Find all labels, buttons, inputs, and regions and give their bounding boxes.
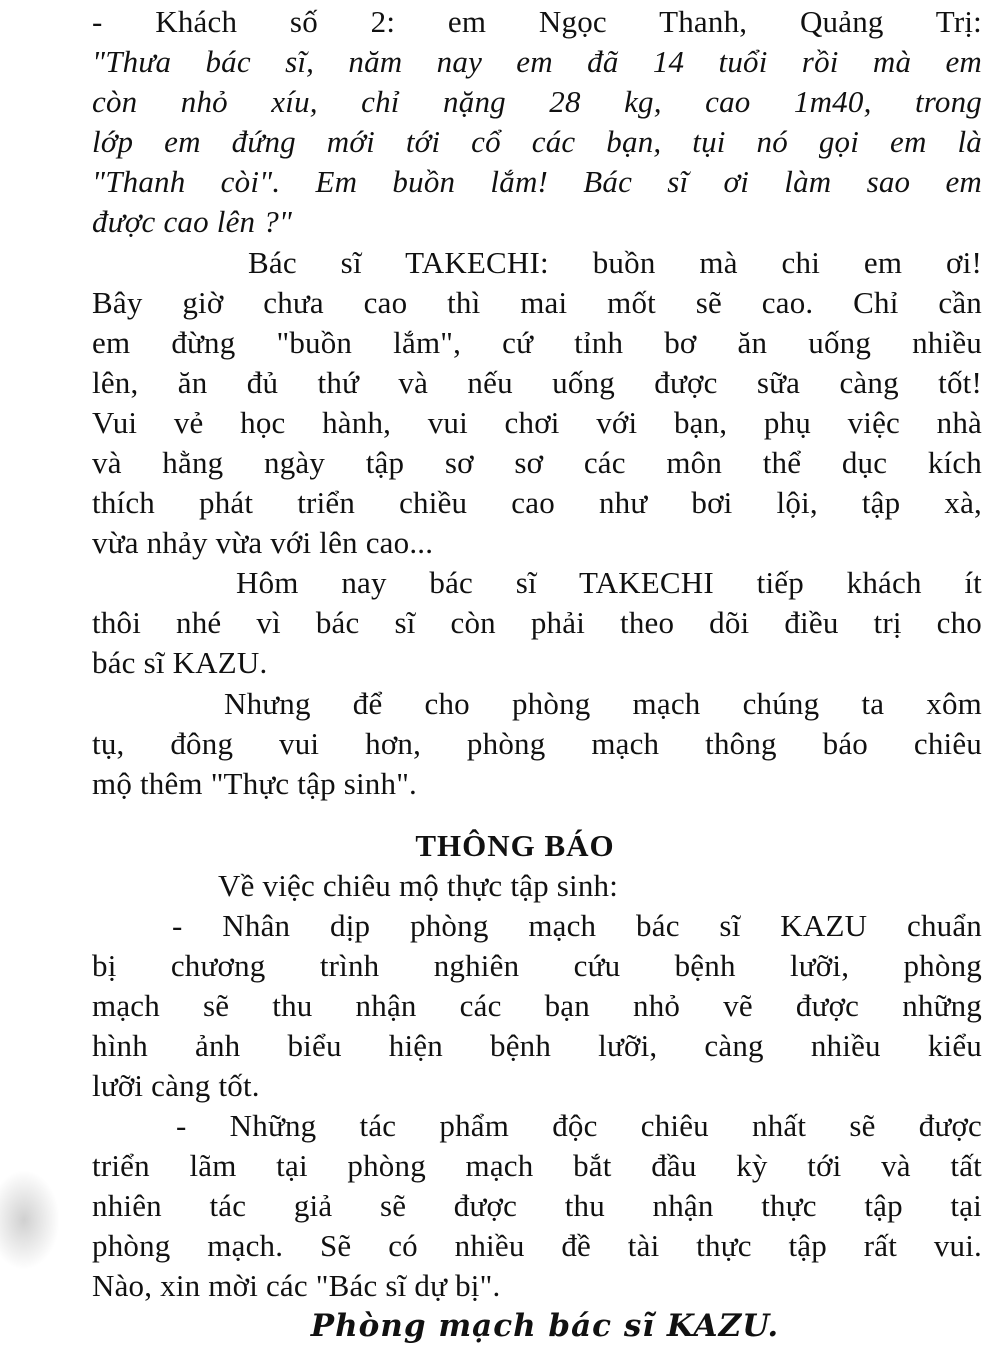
notice-item1-line: mạch sẽ thu nhận các bạn nhỏ vẽ được những bbox=[92, 988, 982, 1023]
today-line: bác sĩ KAZU. bbox=[92, 645, 268, 680]
answer-line: thích phát triển chiều cao như bơi lội, tập xà, bbox=[92, 485, 982, 520]
notice-subtitle: Về việc chiêu mộ thực tập sinh: bbox=[218, 868, 619, 903]
signature: Phòng mạch bác sĩ KAZU. bbox=[310, 1308, 780, 1344]
today-line: thôi nhé vì bác sĩ còn phải theo dõi điều trị cho bbox=[92, 605, 982, 640]
notice-item1-line: - Nhân dịp phòng mạch bác sĩ KAZU chuẩn bbox=[172, 908, 982, 943]
answer-line: Bác sĩ TAKECHI: buồn mà chi em ơi! bbox=[248, 245, 982, 280]
answer-line: và hằng ngày tập sơ sơ các môn thể dục kích bbox=[92, 445, 982, 480]
notice-item2-line: phòng mạch. Sẽ có nhiều đề tài thực tập rất vui. bbox=[92, 1228, 982, 1263]
recruit-line: Nhưng để cho phòng mạch chúng ta xôm bbox=[224, 686, 982, 721]
answer-line: lên, ăn đủ thứ và nếu uống được sữa càng tốt! bbox=[92, 365, 982, 400]
notice-item1-line: bị chương trình nghiên cứu bệnh lưỡi, phòng bbox=[92, 948, 982, 983]
recruit-line: tụ, đông vui hơn, phòng mạch thông báo chiêu bbox=[92, 726, 982, 761]
today-line: Hôm nay bác sĩ TAKECHI tiếp khách ít bbox=[236, 565, 982, 600]
guest-intro: - Khách số 2: em Ngọc Thanh, Quảng Trị: bbox=[92, 4, 982, 39]
question-line: còn nhỏ xíu, chỉ nặng 28 kg, cao 1m40, trong bbox=[92, 84, 982, 119]
answer-line: vừa nhảy vừa với lên cao... bbox=[92, 525, 434, 560]
question-line: lớp em đứng mới tới cổ các bạn, tụi nó gọi em là bbox=[92, 124, 982, 159]
notice-item2-line: - Những tác phẩm độc chiêu nhất sẽ được bbox=[176, 1108, 982, 1143]
recruit-line: mộ thêm "Thực tập sinh". bbox=[92, 766, 418, 801]
notice-item2-line: nhiên tác giả sẽ được thu nhận thực tập tại bbox=[92, 1188, 982, 1223]
notice-item2-line: Nào, xin mời các "Bác sĩ dự bị". bbox=[92, 1268, 501, 1303]
scan-smudge bbox=[0, 1170, 60, 1270]
answer-line: em đừng "buồn lắm", cứ tỉnh bơ ăn uống nhiều bbox=[92, 325, 982, 360]
notice-title: THÔNG BÁO bbox=[415, 828, 615, 863]
notice-item1-line: hình ảnh biểu hiện bệnh lưỡi, càng nhiều kiểu bbox=[92, 1028, 982, 1063]
answer-line: Bây giờ chưa cao thì mai mốt sẽ cao. Chỉ cần bbox=[92, 285, 982, 320]
question-line: "Thanh còi". Em buồn lắm! Bác sĩ ơi làm sao em bbox=[92, 164, 982, 199]
notice-item2-line: triển lãm tại phòng mạch bắt đầu kỳ tới và tất bbox=[92, 1148, 982, 1183]
question-line: "Thưa bác sĩ, năm nay em đã 14 tuổi rồi mà em bbox=[92, 44, 982, 79]
question-line: được cao lên ?" bbox=[92, 204, 293, 239]
notice-item1-line: lưỡi càng tốt. bbox=[92, 1068, 260, 1103]
answer-line: Vui vẻ học hành, vui chơi với bạn, phụ việc nhà bbox=[92, 405, 982, 440]
